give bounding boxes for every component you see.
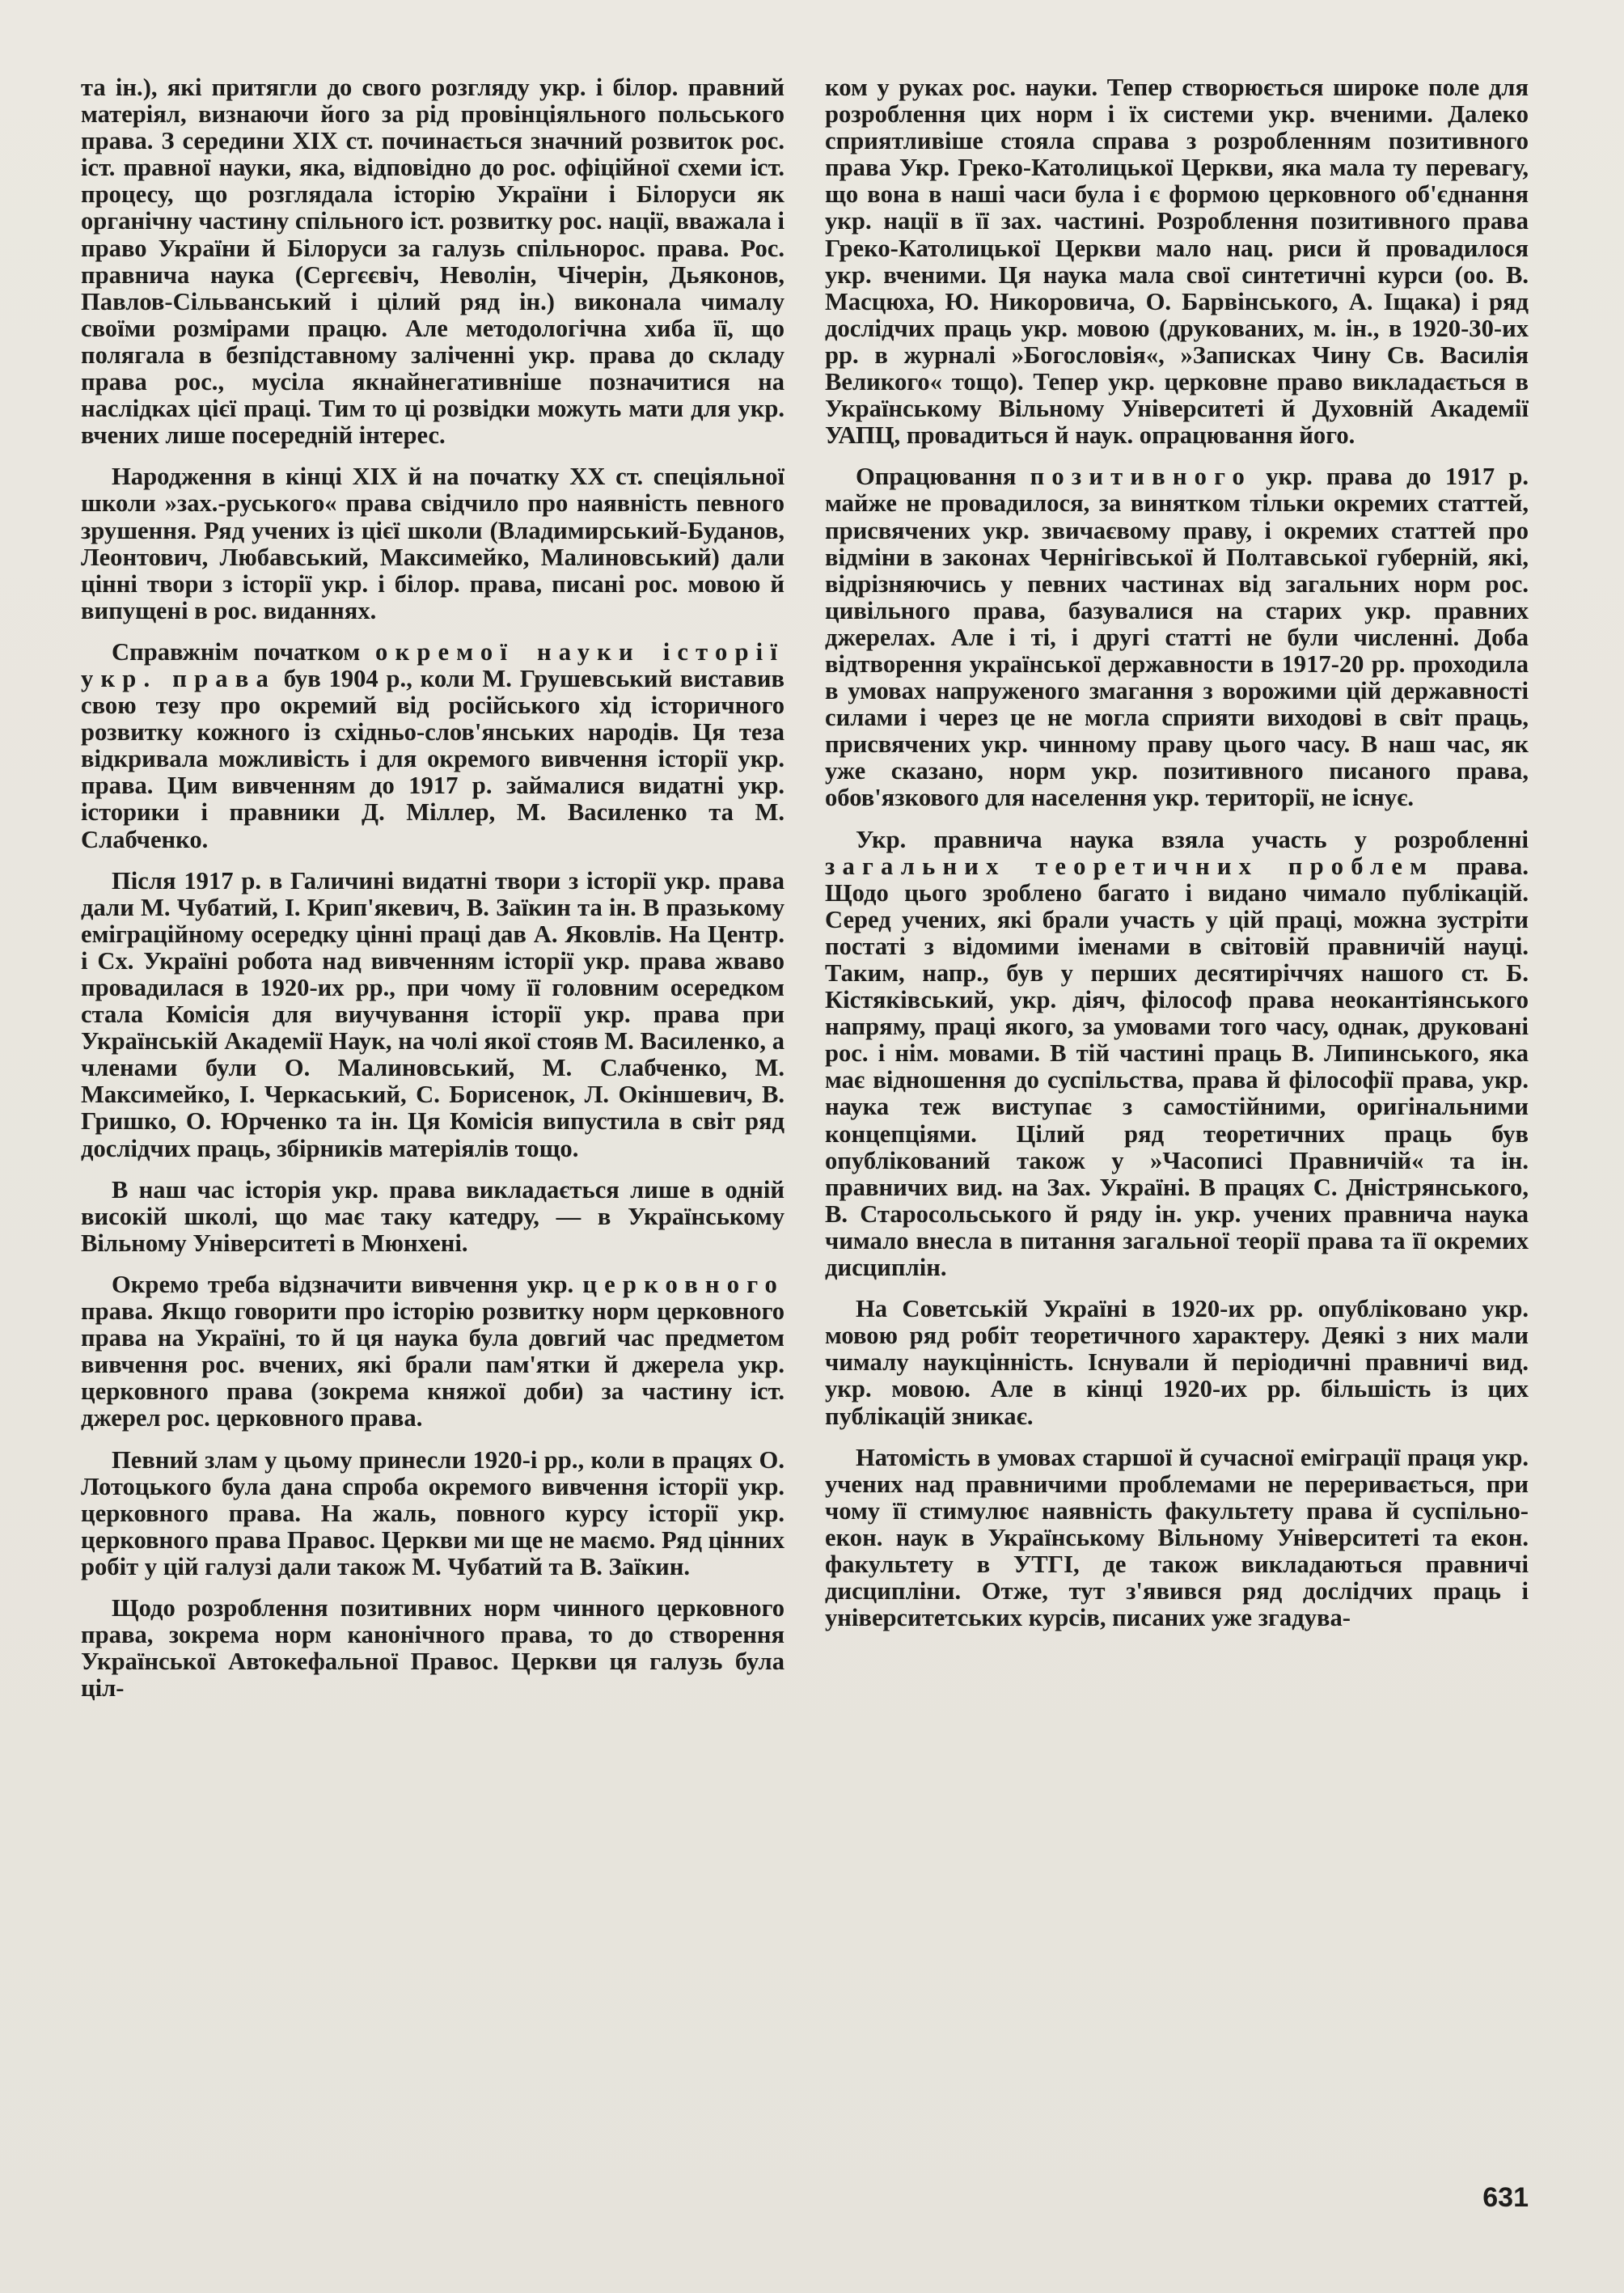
page-number: 631 [1482, 2182, 1529, 2213]
paragraph: Після 1917 р. в Галичині видатні твори з історії укр. права дали М. Чубатий, І. Крип'якевич, В. Заїкин та ін. В празькому еміграційному осередку цінні праці дав А. Яковлів. На Центр. і Сх. Україні робота над вивченням історії укр. права жваво провадилася в 1920-их рр., при чому її головним осередком стала Комісія для виучування історії укр. права при Українській Академії Наук, на чолі якої стояв М. Василенко, а членами були О. Малиновський, М. Слабченко, М. Максимейко, І. Черкаський, С. Борисенок, Л. Окіншевич, В. Гришко, О. Юрченко та ін. Ця Комісія випустила в світ ряд дослідчих праць, збірників матеріялів тощо. [81, 866, 785, 1162]
paragraph: На Советській Україні в 1920-их рр. опубліковано укр. мовою ряд робіт теоретичного характеру. Деякі з них мали чималу наукцінність. Існували й періодичні правничі вид. укр. мовою. Але в кінці 1920-их рр. більшість із цих публікацій зникає. [825, 1295, 1529, 1430]
paragraph [825, 463, 1529, 811]
paragraph: Натомість в умовах старшої й сучасної еміграції праця укр. учених над правничими проблемами не переривається, при чому її стимулює наявність факультету права й суспільно-екон. наук в Українському Вільному Університеті та екон. факультету в УТГІ, де також викладаються правничі дисципліни. Отже, тут з'явився ряд дослідчих праць і університетських курсів, писаних уже згадува- [825, 1443, 1529, 1632]
paragraph: ком у руках рос. науки. Тепер створюється широке поле для розроблення цих норм і їх системи укр. вченими. Далеко сприятливіше стояла справа з розробленням позитивного права Укр. Греко-Католицької Церкви, яка мала ту перевагу, що вона в наші часи була і є формою церковного об'єднання укр. нації в її зах. частині. Розроблення позитивного права Греко-Католицької Церкви мало нац. риси й провадилося укр. вченими. Ця наука мала свої синтетичні курси (оо. В. Масцюха, Ю. Никоровича, О. Барвінського, А. Іщака) і ряд дослідчих праць укр. мовою (друкованих, м. ін., в 1920-30-их рр. в журналі »Богословія«, »Записках Чину Св. Василія Великого« тощо). Тепер укр. церковне право викладається в Українському Вільному Університеті й Духовній Академії УАПЦ, провадиться й наук. опрацювання його. [825, 74, 1529, 450]
paragraph-text: права. Щодо цього зроблено багато і видано чимало публікацій. Серед учених, які брали участь у цій праці, можна зустріти постаті з відомими іменами в світовій правничій науці. Таким, напр., був у перших десятиріччях нашого ст. Б. Кістяківський, укр. діяч, філософ права неокантіянського напряму, праці якого, за умовами того часу, однак, друковані рос. і нім. мовами. В тій частині праць В. Липинського, яка має відношення до суспільства, права й філософії права, укр. наука теж виступає з самостійними, оригінальними концепціями. Цілий ряд теоретичних праць був опублікований також у »Часописі Правничій« та ін. правничих вид. на Зах. Україні. В працях С. Дністрянського, В. Старосольського й ряду ін. укр. учених правнича наука чимало внесла в питання загальної теорії права та її окремих дисциплін. [825, 852, 1529, 1282]
paragraph [81, 639, 785, 853]
paragraph-text: права. Якщо говорити про історію розвитку норм церковного права на Україні, то й ця наука була довгий час предметом вивчення рос. вчених, які брали пам'ятки й джерела укр. церковного права (зокрема княжої доби) за частину іст. джерел рос. церковного права. [81, 1297, 785, 1432]
right-column [825, 74, 1529, 1631]
paragraph-text: Опрацювання [856, 463, 1017, 491]
paragraph: Щодо розроблення позитивних норм чинного церковного права, зокрема норм канонічного права, то до створення Української Автокефальної Правос. Церкви ця галузь була ціл- [81, 1593, 785, 1703]
paragraph: Народження в кінці XIX й на початку XX ст. спеціяльної школи »зах.-руського« права свідчило про наявність певного зрушення. Ряд учених із цієї школи (Владимирський-Буданов, Леонтович, Любавський, Максимейко, Малиновський) дали цінні твори з історії укр. і білор. права, писані рос. мовою й випущені в рос. виданнях. [81, 463, 785, 624]
paragraph-text: був 1904 р., коли М. Грушевський виставив свою тезу про окремий від російського хід історичного розвитку кожного із східньо-слов'янських народів. Ця теза відкривала можливість і для окремого вивчення історії укр. права. Цим вивченням до 1917 р. займалися видатні укр. історики і правники Д. Міллер, М. Василенко та М. Слабченко. [81, 664, 785, 853]
paragraph [81, 1271, 785, 1432]
paragraph [825, 827, 1529, 1282]
spaced-emphasis: позитивного [1030, 463, 1252, 491]
spaced-emphasis: загальних теоретичних проблем [825, 852, 1435, 880]
paragraph-text: Укр. правнича наука взяла участь у розробленні [856, 825, 1529, 853]
spaced-emphasis: церковного [582, 1270, 785, 1298]
left-column [81, 74, 785, 1702]
paragraph-text: укр. права до 1917 р. майже не провадилося, за винятком тільки окремих статтей, присвячених укр. звичаєвому праву, і окремих статтей про відміни в законах Чернігівської й Полтавської губерній, які, відрізняючись у певних частинах від загальних норм рос. цивільного права, базувалися на старих укр. правних джерелах. Але і ті, і другі статті не були численні. Доба відтворення української державности в 1917-20 рр. проходила в умовах напруженого змагання з ворожими цій державності силами і через це не могла сприяти виходові в світ праць, присвячених укр. чинному праву цього часу. В наш час, як уже сказано, норм укр. позитивного писаного права, обов'язкового для населення укр. території, не існує. [825, 463, 1529, 812]
paragraph: Певний злам у цьому принесли 1920-і рр., коли в працях О. Лотоцького була дана спроба окремого вивчення історії укр. церковного права. На жаль, повного курсу історії укр. церковного права Правос. Церкви ми ще не маємо. Ряд цінних робіт у цій галузі дали також М. Чубатий та В. Заїкин. [81, 1445, 785, 1580]
paragraph: В наш час історія укр. права викладається лише в одній високій школі, що має таку катедру, — в Українському Вільному Університеті в Мюнхені. [81, 1175, 785, 1257]
paragraph-text: Окремо треба відзначити вивчення укр. [112, 1270, 574, 1298]
spaced-emphasis: окремої науки історії укр. права [81, 637, 785, 692]
paragraph-text: Справжнім початком [112, 637, 361, 666]
paragraph: та ін.), які притягли до свого розгляду укр. і білор. правний матеріял, визнаючи його за рід провінціяльного польського права. З середини XIX ст. починається значний розвиток рос. іст. правної науки, яка, відповідно до рос. офіційної схеми іст. процесу, що розглядала історію України і Білоруси як органічну частину спільного іст. розвитку рос. нації, вважала і право України й Білоруси за галузь спільнорос. права. Рос. правнича наука (Сергєєвіч, Неволін, Чічерін, Дьяконов, Павлов-Сільванський і цілий ряд ін.) виконала чималу своїми розмірами працю. Але методологічна хиба її, що полягала в безпідставному заліченні укр. права до складу права рос., мусіла якнайнегативніше позначитися на наслідках цієї праці. Тим то ці розвідки можуть мати для укр. вчених лише посередній інтерес. [81, 74, 785, 450]
